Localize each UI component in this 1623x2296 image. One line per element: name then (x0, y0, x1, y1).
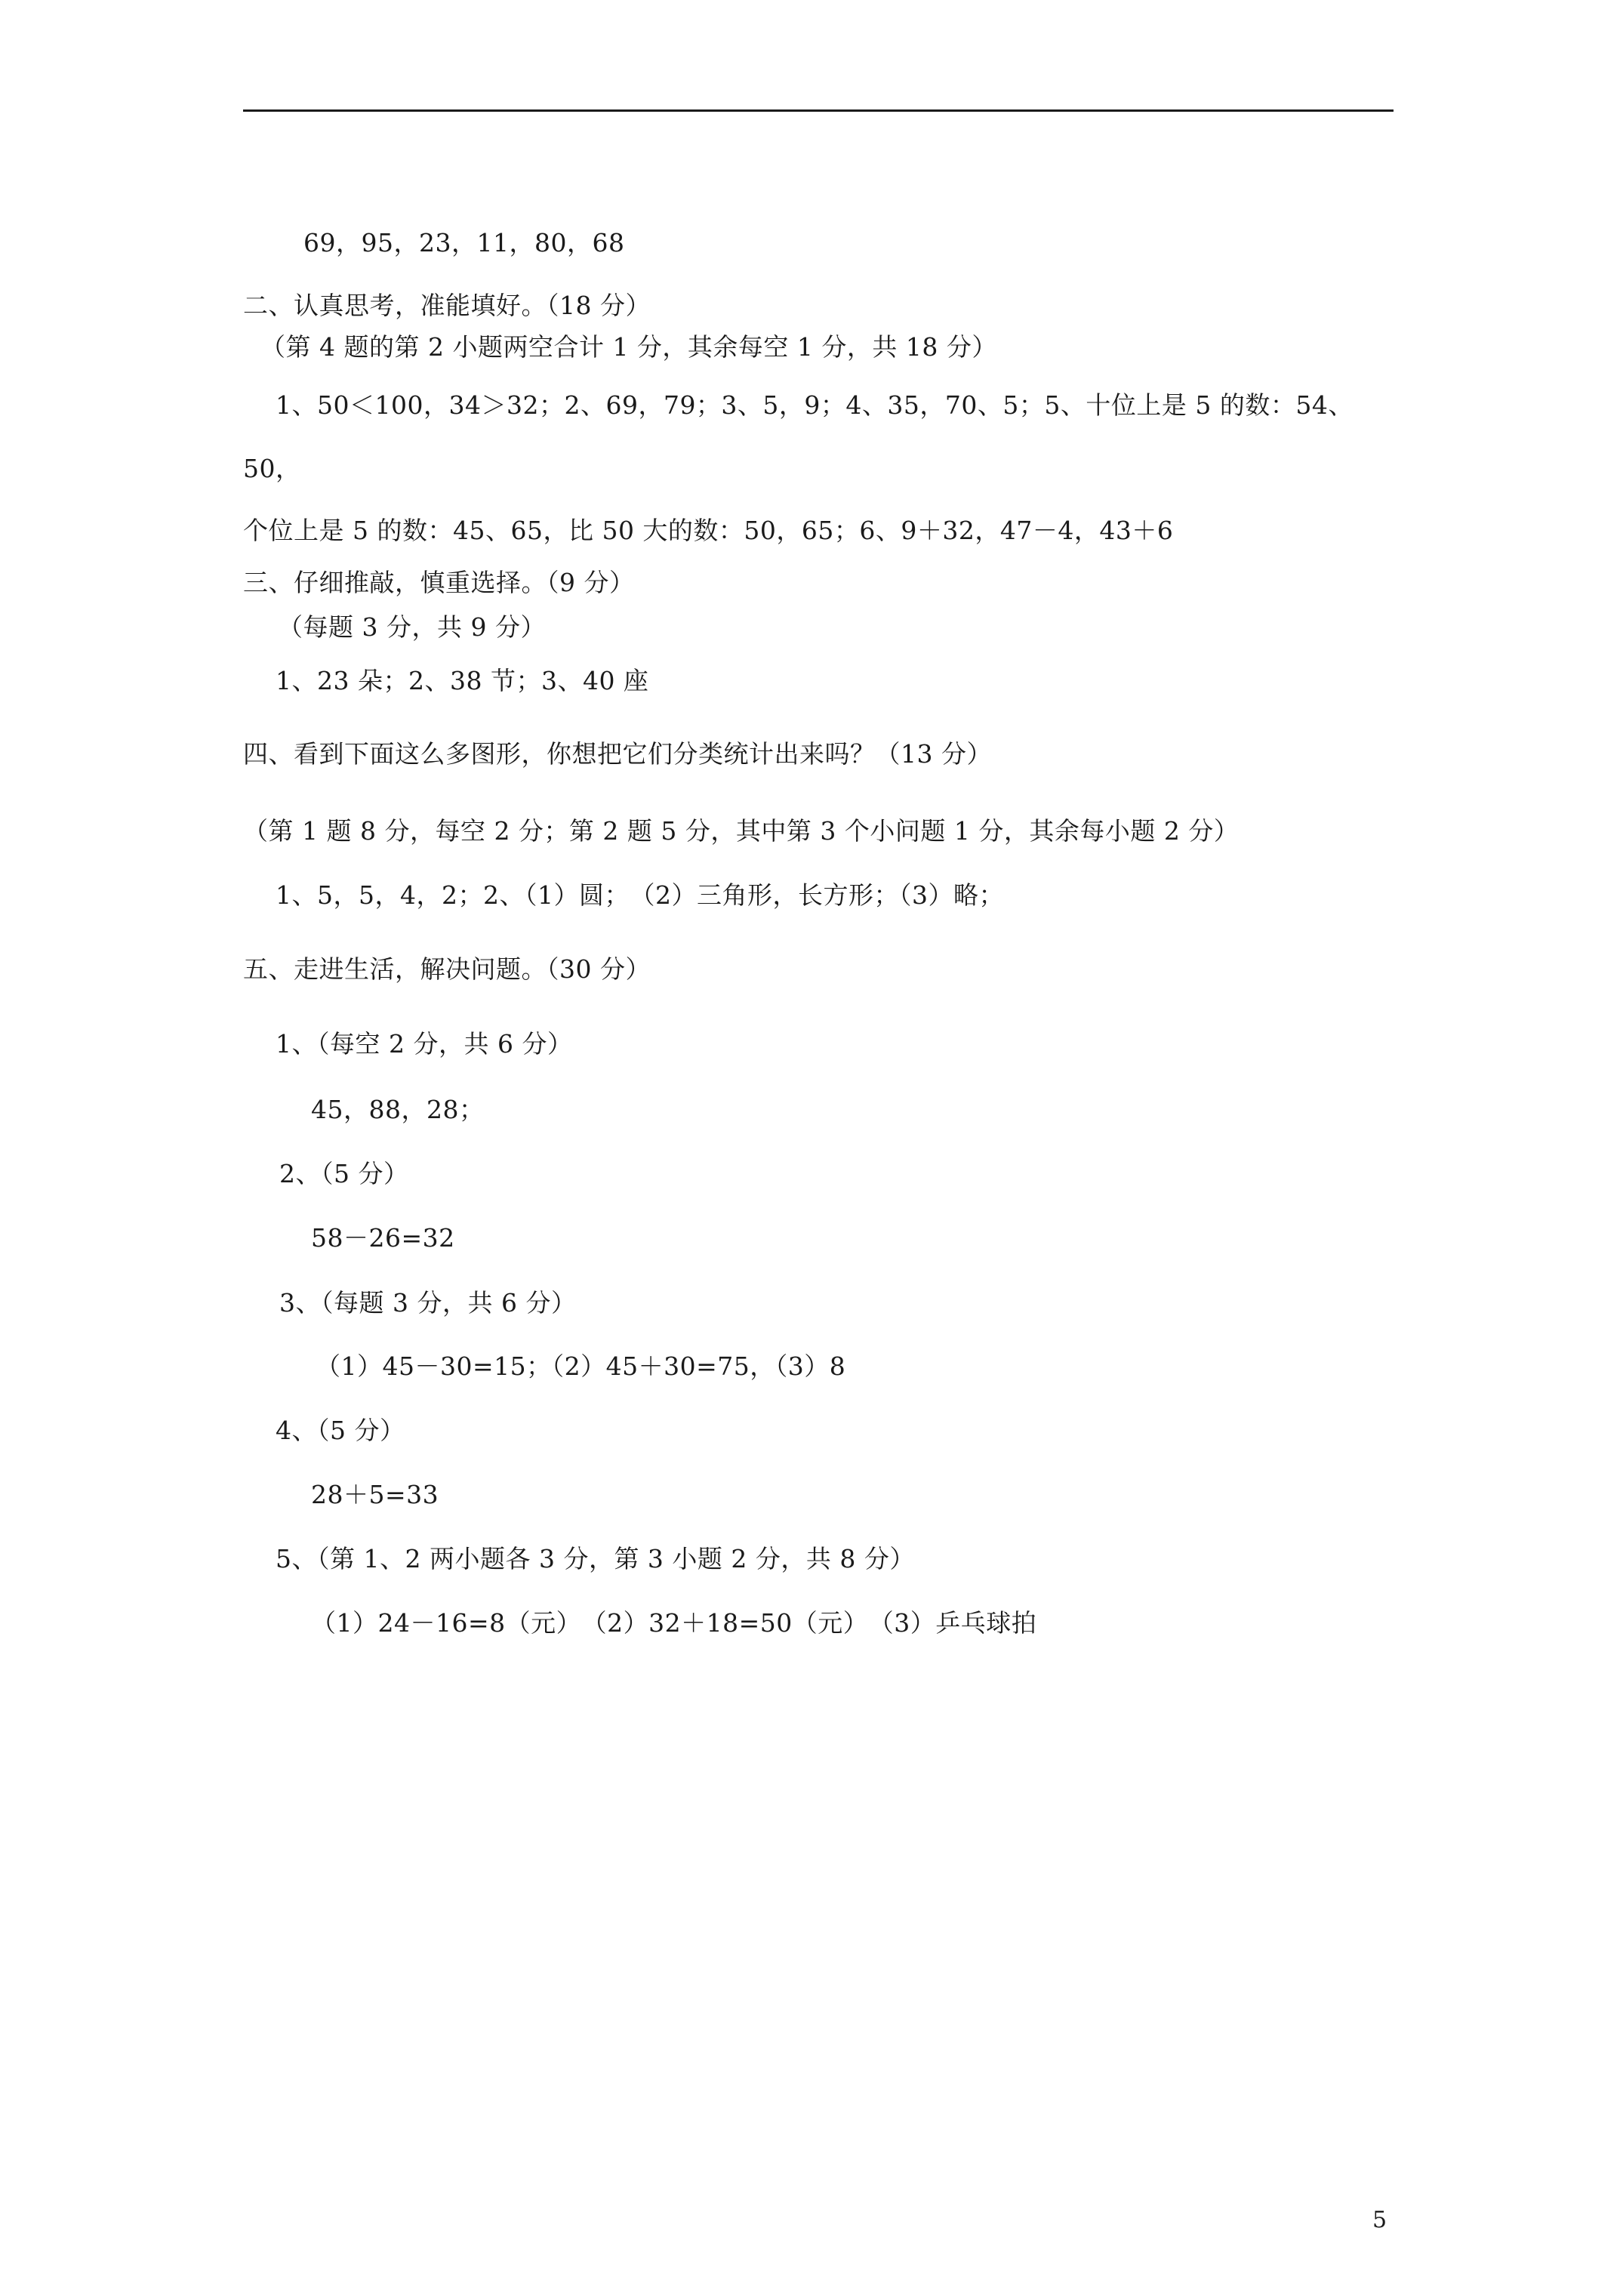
section5-q2-answer: 58－26=32 (311, 1223, 455, 1253)
section5-q4-head: 4、（5 分） (276, 1416, 405, 1445)
section5-q5-answer: （1）24－16=8（元） （2）32＋18=50（元） （3）乒乓球拍 (311, 1608, 1037, 1638)
section2-title: 二、认真思考，准能填好。（18 分） (243, 291, 651, 320)
section2-scoring: （第 4 题的第 2 小题两空合计 1 分，其余每空 1 分，共 18 分） (260, 332, 997, 362)
section5-q2-head: 2、（5 分） (279, 1159, 409, 1188)
section1-answers-tail: 69，95，23，11，80，68 (303, 228, 625, 257)
section5-q1-head: 1、（每空 2 分，共 6 分） (276, 1029, 573, 1059)
section2-answer-line1: 1、50＜100，34＞32；2、69，79；3、5，9；4、35，70、5；5、十位上是 5 的数：54、 (276, 390, 1354, 420)
section5-q1-answer: 45，88，28； (311, 1095, 485, 1124)
section5-q5-head: 5、（第 1、2 两小题各 3 分，第 3 小题 2 分，共 8 分） (276, 1544, 915, 1573)
section5-title: 五、走进生活，解决问题。（30 分） (243, 954, 651, 984)
section3-title: 三、仔细推敲，慎重选择。（9 分） (243, 568, 635, 597)
section5-q4-answer: 28＋5=33 (311, 1480, 439, 1509)
section3-scoring: （每题 3 分，共 9 分） (278, 612, 546, 642)
section4-scoring: （第 1 题 8 分，每空 2 分；第 2 题 5 分，其中第 3 个小问题 1 分，其余每小题 2 分） (243, 816, 1240, 846)
header-rule (243, 109, 1394, 112)
page-number: 5 (1372, 2207, 1387, 2233)
section4-answer: 1、5，5，4，2；2、（1）圆； （2）三角形，长方形；（3）略； (276, 880, 1004, 910)
section5-q3-head: 3、（每题 3 分，共 6 分） (279, 1288, 577, 1318)
section4-title: 四、看到下面这么多图形，你想把它们分类统计出来吗？（13 分） (243, 739, 992, 769)
section5-q3-answer: （1）45－30=15；（2）45＋30=75，（3）8 (316, 1351, 846, 1381)
section2-answer-line3: 个位上是 5 的数：45、65，比 50 大的数：50，65；6、9＋32，47－4，43＋6 (243, 516, 1174, 545)
section2-answer-line2: 50， (243, 454, 301, 483)
section3-answer: 1、23 朵；2、38 节；3、40 座 (276, 666, 649, 695)
